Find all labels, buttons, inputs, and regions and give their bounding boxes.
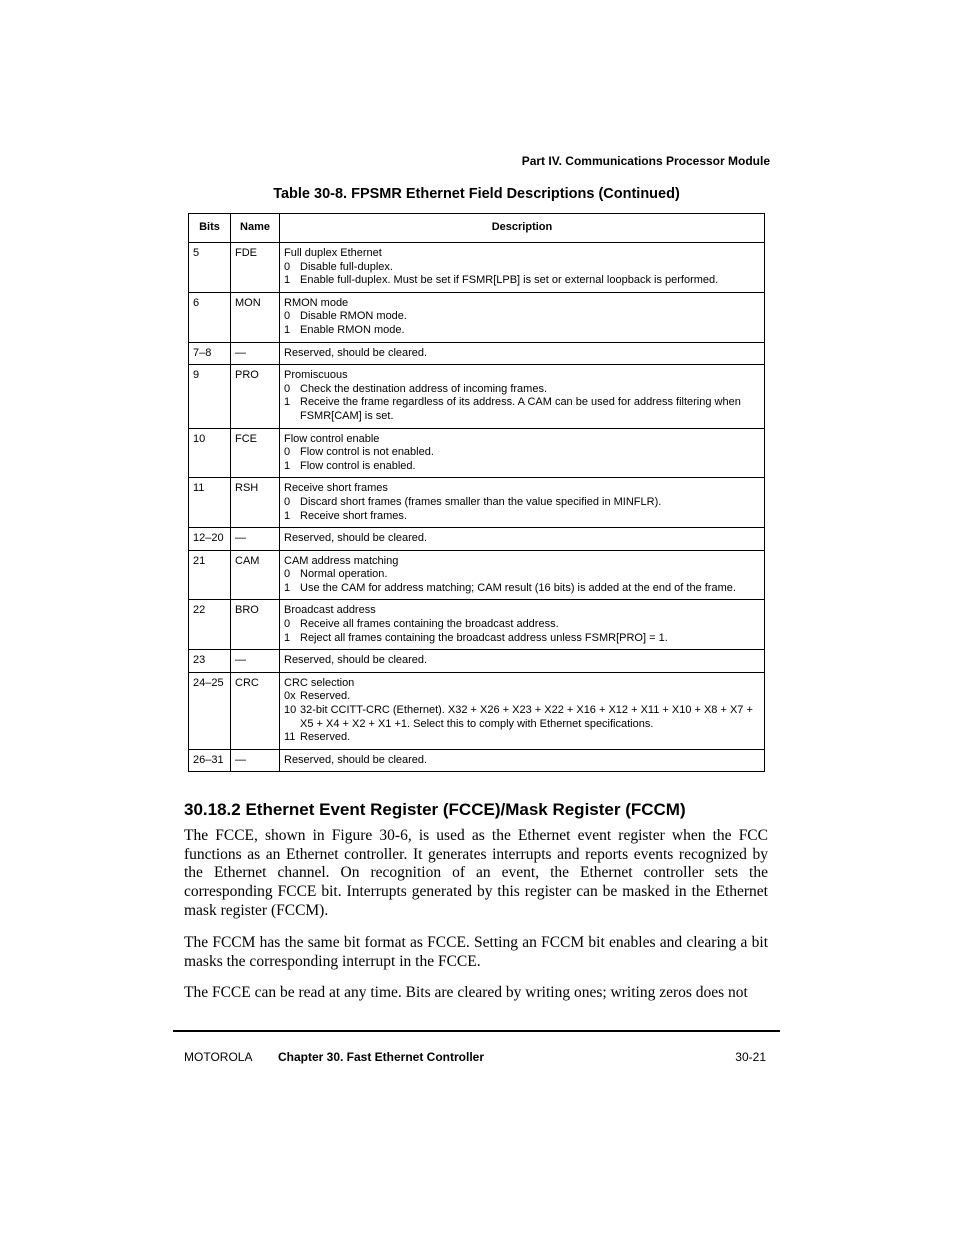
section-heading: 30.18.2 Ethernet Event Register (FCCE)/Mask Register (FCCM) (184, 800, 686, 819)
cell-description (280, 749, 765, 772)
table-row (189, 243, 765, 293)
option-code: 0 (284, 382, 291, 395)
option-text: Receive the frame regardless of its address. A CAM can be used for address filtering when FSMR[CAM] is set. (300, 396, 741, 422)
option-code: 0 (284, 446, 291, 459)
description-text: Reserved, should be cleared. (284, 753, 428, 766)
option-text: Reserved. (300, 690, 351, 703)
paragraph: The FCCE can be read at any time. Bits are cleared by writing ones; writing zeros does not (184, 984, 748, 1001)
cell-name: PRO (231, 365, 280, 428)
table-row (189, 650, 765, 673)
table-row (189, 428, 765, 478)
table-row (189, 528, 765, 551)
cell-description (280, 550, 765, 600)
table-body (189, 243, 765, 772)
option-code: 0 (284, 618, 291, 631)
table-row (189, 342, 765, 365)
description-option (284, 396, 760, 423)
description-text: Reserved, should be cleared. (284, 346, 428, 359)
option-code: 1 (284, 581, 291, 594)
paragraph: The FCCM has the same bit format as FCCE. Setting an FCCM bit enables and clearing a bit masks the corresponding interrupt in the FCCE. (184, 934, 768, 970)
cell-name: BRO (231, 600, 280, 650)
footer-left: MOTOROLA (184, 1050, 253, 1064)
description-option (284, 496, 760, 510)
cell-bits: 24–25 (189, 672, 231, 749)
running-header: Part IV. Communications Processor Module (521, 154, 770, 168)
cell-bits: 6 (189, 292, 231, 342)
table-row (189, 550, 765, 600)
description-option (284, 460, 760, 474)
cell-description (280, 528, 765, 551)
cell-name: — (231, 342, 280, 365)
option-text: Reserved. (300, 731, 351, 744)
description-option (284, 261, 760, 275)
option-code: 1 (284, 631, 291, 644)
table-row (189, 749, 765, 772)
option-text: Enable full-duplex. Must be set if FSMR[LPB] is set or external loopback is performed. (300, 274, 719, 287)
option-code: 11 (284, 731, 296, 744)
description-option (284, 568, 760, 582)
cell-name: FDE (231, 243, 280, 293)
cell-description (280, 292, 765, 342)
description-option (284, 383, 760, 397)
cell-name: RSH (231, 478, 280, 528)
description-option (284, 310, 760, 324)
footer-center: Chapter 30. Fast Ethernet Controller (277, 1050, 485, 1064)
option-code: 0 (284, 310, 291, 323)
option-text: Check the destination address of incoming frames. (300, 382, 548, 395)
cell-bits: 5 (189, 243, 231, 293)
option-code: 1 (284, 459, 291, 472)
description-text: CAM address matching (284, 554, 399, 567)
option-code: 1 (284, 396, 291, 409)
description-option (284, 446, 760, 460)
option-code: 1 (284, 323, 291, 336)
description-text: Broadcast address (284, 604, 376, 617)
cell-description (280, 478, 765, 528)
option-text: Flow control is not enabled. (300, 446, 434, 459)
cell-bits: 7–8 (189, 342, 231, 365)
table-header-row (189, 214, 765, 243)
table-title: Table 30-8. FPSMR Ethernet Field Descriptions (Continued) (273, 186, 680, 202)
description-text: Promiscuous (284, 369, 348, 382)
option-text: Discard short frames (frames smaller than the value specified in MINFLR). (300, 495, 662, 508)
option-text: Receive short frames. (300, 509, 407, 522)
cell-description (280, 600, 765, 650)
description-option (284, 274, 760, 288)
description-text: RMON mode (284, 296, 349, 309)
description-option (284, 690, 760, 704)
description-option (284, 324, 760, 338)
footer-divider (173, 1030, 780, 1032)
option-code: 0 (284, 260, 291, 273)
description-text: Reserved, should be cleared. (284, 654, 428, 667)
cell-bits: 10 (189, 428, 231, 478)
option-text: Disable full-duplex. (300, 260, 393, 273)
paragraph: The FCCE, shown in Figure 30-6, is used as the Ethernet event register when the FCC functions as an Ethernet controller. It generates interrupts and reports events recognized by the Ethernet channel. On recognition of an event, the Ethernet controller sets the corresponding FCCE bit. Interrupts generated by this register can be masked in the Ethernet mask register (FCCM). (184, 827, 768, 919)
cell-name: — (231, 749, 280, 772)
option-text: Receive all frames containing the broadcast address. (300, 618, 559, 631)
cell-description (280, 342, 765, 365)
description-text: Reserved, should be cleared. (284, 532, 428, 545)
option-code: 0x (284, 690, 296, 703)
cell-description (280, 428, 765, 478)
cell-bits: 12–20 (189, 528, 231, 551)
option-code: 10 (284, 704, 297, 717)
column-header-description: Description (280, 214, 765, 243)
cell-bits: 22 (189, 600, 231, 650)
description-option (284, 731, 760, 745)
table-row (189, 672, 765, 749)
cell-description (280, 672, 765, 749)
cell-description (280, 243, 765, 293)
cell-name: CRC (231, 672, 280, 749)
cell-bits: 11 (189, 478, 231, 528)
option-text: Disable RMON mode. (300, 310, 407, 323)
option-text: Reject all frames containing the broadcast address unless FSMR[PRO] = 1. (300, 631, 668, 644)
cell-bits: 26–31 (189, 749, 231, 772)
cell-description (280, 365, 765, 428)
description-option (284, 510, 760, 524)
cell-name: FCE (231, 428, 280, 478)
cell-bits: 21 (189, 550, 231, 600)
field-descriptions-table (188, 213, 765, 772)
option-code: 1 (284, 509, 291, 522)
option-code: 0 (284, 568, 291, 581)
footer-page-number: 30-21 (735, 1050, 766, 1064)
table-row (189, 292, 765, 342)
description-text: Flow control enable (284, 432, 380, 445)
column-header-name: Name (231, 214, 280, 243)
description-option (284, 704, 760, 731)
cell-name: — (231, 528, 280, 551)
cell-description (280, 650, 765, 673)
column-header-bits: Bits (189, 214, 231, 243)
option-code: 1 (284, 274, 291, 287)
cell-name: — (231, 650, 280, 673)
option-text: 32-bit CCITT-CRC (Ethernet). X32 + X26 + X23 + X22 + X16 + X12 + X11 + X10 + X8 + X7 + X5 + X4 + X2 + X1 +1. Select this to comply with Ethernet specifications. (300, 704, 753, 730)
description-text: Full duplex Ethernet (284, 247, 382, 259)
cell-bits: 23 (189, 650, 231, 673)
cell-name: CAM (231, 550, 280, 600)
description-option (284, 618, 760, 632)
description-option (284, 632, 760, 646)
cell-bits: 9 (189, 365, 231, 428)
table-row (189, 478, 765, 528)
option-text: Normal operation. (300, 568, 388, 581)
description-option (284, 582, 760, 596)
cell-name: MON (231, 292, 280, 342)
table-row (189, 600, 765, 650)
description-text: CRC selection (284, 676, 355, 689)
table-row (189, 365, 765, 428)
description-text: Receive short frames (284, 482, 388, 495)
option-text: Enable RMON mode. (300, 323, 405, 336)
option-text: Flow control is enabled. (300, 459, 416, 472)
option-text: Use the CAM for address matching; CAM result (16 bits) is added at the end of the frame. (300, 581, 736, 594)
option-code: 0 (284, 495, 291, 508)
